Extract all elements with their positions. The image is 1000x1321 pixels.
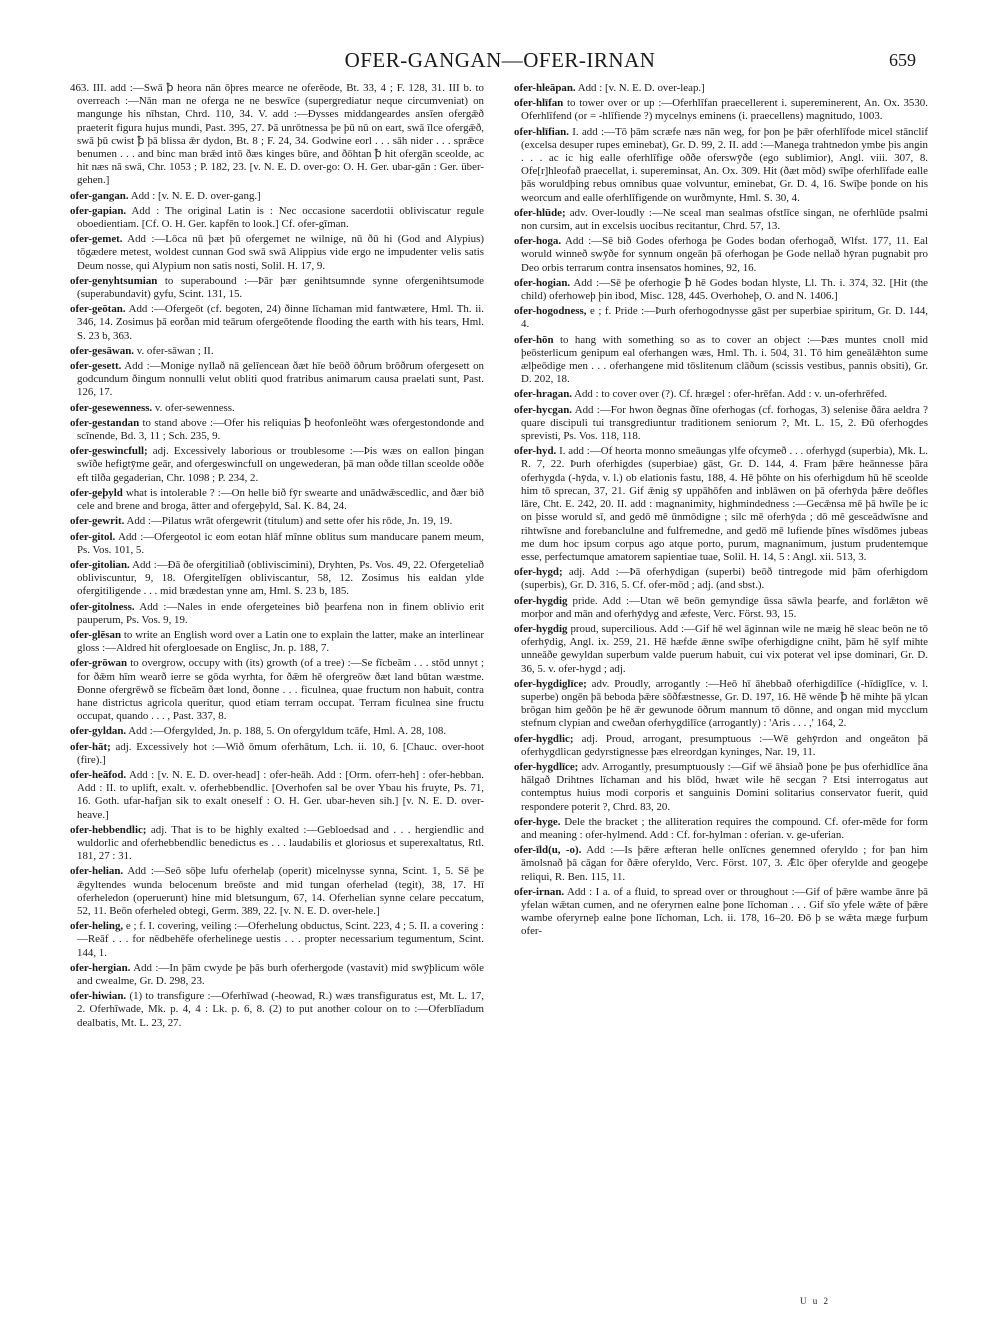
entry-text: Add : The original Latin is : Nec occasione sacerdotii obliviscatur regule oboedientiam. [Cf. O. H. Ger. kapfēn to look.] Cf. ofer-gīman.	[77, 204, 484, 231]
entry-headword: ofer-gesāwan.	[70, 344, 135, 357]
entry-text: Add : [v. N. E. D. over-leap.]	[577, 82, 705, 94]
entry-headword: ofer-gewrit.	[70, 515, 125, 528]
entry-text: adv. Over-loudly :—Ne sceal man sealmas ofstlīce singan, ne oferhlūde psalmi non cursim, aut in excelsis uocibus recitantur, Chrd. 57, 13.	[521, 206, 928, 233]
entry-text: v. ofer-sāwan ; II.	[136, 344, 214, 357]
entry-headword: ofer-heling,	[70, 920, 124, 933]
page-title: OFER-GANGAN—OFER-IRNAN	[344, 48, 656, 72]
entry-headword: ofer-glēsan	[70, 628, 122, 641]
dictionary-entry	[70, 82, 484, 188]
dictionary-entry	[70, 559, 484, 599]
entry-headword: ofer-genyhtsumian	[70, 274, 158, 287]
entry-text: what is intolerable ? :—On helle bið fȳr swearte and unādwǣscedlic, and ðær bið cele and brene and broga, ātter and ofergeþyld, Sal. K. 84, 24.	[77, 486, 484, 513]
dictionary-entry	[514, 566, 928, 592]
dictionary-entry	[514, 678, 928, 731]
entry-headword: ofer-īld(u, -o).	[514, 844, 582, 857]
entry-headword: ofer-hygdlīce;	[514, 760, 579, 773]
dictionary-entry	[514, 445, 928, 564]
signature-mark: U u 2	[800, 1296, 830, 1306]
entry-text: Add :—Sē þe oferhogie ꝥ hē Godes bodan hlyste, Ll. Th. i. 374, 32. [Hit (the child) oferhoweþ þin ibod, Misc. 128, 445. Overhoheþ, O. and N. 1406.]	[521, 276, 928, 303]
dictionary-entry	[514, 595, 928, 621]
dictionary-entry	[514, 844, 928, 884]
entry-text: adv. Proudly, arrogantly :—Heō hī āhebbað oferhigdilīce (-hīdiglīce, v. l. superbe) ongēn þā beboda þǣre sōðfæstnesse, Gr. D. 197, 16. Hē wēnde ꝥ hē mihte þā ylcan brōgan him geðōn þe hē ǣr gewunode ōðrum mannum tō dōnne, and ongan mid mycclum stefnum clypian and cweðan oferhygdilīce (arrogantly) : 'Aris . . . ,' 164, 2.	[521, 677, 928, 730]
entry-headword: ofer-hlīfan	[514, 97, 564, 110]
entry-text: Add :—Lōca nū þæt þū ofergemet ne wilnige, nū ðū hi (God and Alypius) tōgædere metest, woldest cunnan God swā swā Alippius vide ergo ne impudenter velis satis Deum nosse, qui Alypium non satis nosti, Solil. H. 17, 9.	[77, 233, 484, 272]
entry-headword: ofer-geōtan.	[70, 303, 126, 316]
dictionary-entry	[70, 275, 484, 301]
dictionary-entry	[70, 402, 484, 415]
dictionary-entry	[514, 207, 928, 233]
entry-text: Add :—Pilatus wrāt ofergewrit (titulum) and sette ofer his rōde, Jn. 19, 19.	[126, 515, 453, 528]
dictionary-entry	[70, 205, 484, 231]
entry-text: adj. Add :—Þā oferhȳdigan (superbi) beōð tintregode mid þām oferhigdom (superbis), Gr. D. 316, 5. Cf. ofer-mōd ; adj. (and sbst.).	[521, 566, 928, 592]
entry-headword: ofer-hergian.	[70, 961, 131, 974]
entry-text: adj. Excessively hot :—Wið ōmum oferhātum, Lch. ii. 10, 6. [Chauc. over-hoot (fire).]	[77, 740, 484, 766]
entry-headword: ofer-hycgan.	[514, 403, 572, 416]
dictionary-entry	[514, 388, 928, 401]
entry-text: Dele the bracket ; the alliteration requires the compound. Cf. ofer-mēde for form and meaning : ofer-hylmend. Add : Cf. for-hylman : oferian. v. ge-uferian.	[521, 815, 928, 841]
entry-headword: ofer-hlūde;	[514, 206, 566, 219]
entry-text: (1) to transfigure :—Oferhīwad (-heowad, R.) wæs transfiguratus est, Mt. L. 17, 2. Oferhīwade, Mk. p. 4, 4 : Lk. p. 6, 8. (2) to put another colour on to :—Oferblīadum dealbatis, Mt. L. 23, 27.	[77, 990, 484, 1029]
dictionary-entry	[70, 629, 484, 655]
entry-text: adv. Arrogantly, presumptuously :—Gif wē āhsiað þone þe þus oferhidlīce āna hālgað Drihtnes līchaman and his blōd, hwæt wile hē secgan ? Etsi interrogatus aut contemptus huius modi corporis et sanguinis Domini solitarius conservator fuerit, quid respondere poterit ?, Chrd. 83, 20.	[521, 760, 928, 813]
dictionary-entry	[70, 657, 484, 723]
dictionary-entry	[514, 305, 928, 331]
entry-text: to stand above :—Ofer his reliquias ꝥ heofonleōht wæs ofergestondonde and scīnende, Bd. 3, 11 ; Sch. 235, 9.	[77, 416, 484, 443]
dictionary-entry	[70, 741, 484, 767]
page-number: 659	[889, 50, 916, 70]
dictionary-entry	[70, 920, 484, 960]
entry-headword: ofer-gesewenness.	[70, 401, 153, 414]
entry-text: adj. Proud, arrogant, presumptuous :—Wē gehȳrdon and ongeāton þā oferhygdlican gedyrstignesse þæs elreordgan kyninges, Nar. 19, 11.	[521, 732, 928, 758]
dictionary-entry	[70, 233, 484, 273]
entry-text: Add :—Ofergylded, Jn. p. 188, 5. On ofergyldum tcāfe, Hml. A. 28, 108.	[128, 725, 447, 738]
entry-headword: ofer-gyldan.	[70, 725, 127, 738]
entry-headword: ofer-hāt;	[70, 740, 111, 753]
entry-headword: ofer-gitolian.	[70, 558, 130, 571]
dictionary-entry	[514, 277, 928, 303]
entry-text: e ; f. I. covering, veiling :—Oferhelung obductus, Scint. 223, 4 ; 5. II. a covering :—Reāf . . . for nēdbehēfe oferhelinege uestis . . . propter necessarium tegumentum, Scint. 144, 1.	[77, 920, 484, 959]
entry-headword: ofer-hyd.	[514, 445, 557, 458]
entry-headword: ofer-hygdig	[514, 622, 568, 635]
entry-text: Add :—Ðā ðe ofergitiliað (obliviscimini), Dryhten, Ps. Vos. 49, 22. Ofergeteliað obliviscuntur, 9, 18. Ofergitelīgen obliviscantur, 58, 12. Zosimus his ealdan ylde ofergitiligende . . . mid brædestan ynne am, Hml. S. 23 b, 185.	[77, 558, 484, 598]
entry-text: e ; f. Pride :—Þurh oferhogodnysse gāst per superbiae spiritum, Gr. D. 144, 4.	[521, 305, 928, 331]
entry-headword: ofer-hygd;	[514, 566, 563, 579]
entry-headword: ofer-grōwan	[70, 657, 128, 670]
entry-headword: ofer-hyge.	[514, 815, 561, 828]
dictionary-entry	[70, 725, 484, 738]
entry-text: to overgrow, occupy with (its) growth (of a tree) :—Se fīcbeām . . . stōd unnyt ; for ðǣm hīm wearð ierre se gōda wyrhta, for ðǣm hē ofergreōw ðæt land būtan wæstme. Ðonne ofergrēwð se fīcbeām ðæt lond, ðonne . . . ficulnea, quae fructum non habuit, contra hane districtus agricola queritur, quod etiam terram occupat. Terram ficulnea sine fructu occupat, quando . . . , Past. 337, 8.	[77, 657, 484, 723]
dictionary-entry	[70, 769, 484, 822]
entry-text: proud, supercilious. Add :—Gif hē wel āginnan wile ne mæig hē sleac beōn ne tō oferhȳdig, Angl. ix. 259, 21. Hē hæfde ǣnne swīþe oferhigdigne cniht, þām hē sylf mihte unneāðe gewyldan superbum valde puerum habuit, cui vix poterat vel ipse dominari, Gr. D. 36, 5. v. ofer-hygd ; adj.	[521, 622, 928, 675]
dictionary-entry	[70, 487, 484, 513]
dictionary-entry	[70, 824, 484, 864]
dictionary-entry	[70, 531, 484, 557]
entry-headword: ofer-gestandan	[70, 416, 140, 429]
dictionary-entry	[70, 962, 484, 988]
entry-headword: ofer-hygdiglīce;	[514, 677, 587, 690]
entry-text: adj. Excessively laborious or troublesome :—Þis wæs on eallon þingan swīðe hefigtȳme geār, and ofergeswincfull on ungewederan, þā man oðde tillan sceolde oððe eft tilða gegaderian, Chr. 1098 ; P. 234, 2.	[77, 445, 484, 484]
dictionary-entry	[514, 404, 928, 444]
entry-text: Add :—Ofergeotol ic eom eotan hlāf mīnne oblitus sum manducare panem meum, Ps. Vos. 101, 5.	[77, 530, 484, 556]
running-header	[0, 44, 1000, 74]
entry-text: Add :—Nales in ende ofergeteines bið þearfena non in finem oblivio erit pauperum, Ps. Vos. 9, 19.	[77, 600, 484, 626]
entry-text: Add :—Sē bið Godes oferhoga þe Godes bodan oferhogað, Wlfst. 177, 11. Eal woruld winneð swȳðe for synnum ongeān þā oferhogan þe Gode nellað hȳran pugnabit pro Deo orbis terrarum contra insensatos homines, 92, 16.	[521, 235, 928, 274]
dictionary-entry	[514, 733, 928, 759]
dictionary-entry	[514, 126, 928, 205]
dictionary-entry	[70, 360, 484, 400]
entry-headword: ofer-gesett.	[70, 360, 122, 373]
entry-headword: ofer-gemet.	[70, 233, 123, 246]
dictionary-entry	[70, 445, 484, 485]
dictionary-entry	[514, 761, 928, 814]
dictionary-entry	[70, 190, 484, 203]
entry-text: adj. That is to be highly exalted :—Gebloedsad and . . . hergiendlic and wuldorlic and oferhebbendlic benedictus es . . . laudabilis et gloriosus et superexaltatus, Rtl. 181, 27 : 31.	[77, 823, 484, 863]
entry-text: Add : to cover over (?). Cf. hrægel : ofer-hrēfan. Add : v. un-oferhrēfed.	[574, 388, 888, 401]
entry-headword: ofer-hogodness,	[514, 305, 587, 318]
entry-headword: ofer-gitolness.	[70, 600, 135, 613]
entry-text: to hang with something so as to cover an object :—Þæs muntes cnoll mid þeōsterlicum genipum eal oferhangen wæs, Hml. Th. i. 504, 31. Tō him geneālǣhton sume ælþeōdige men . . . oferhangene mid tōslitenum clāðum (scissis vestibus, pannis obsiti), Gr. D. 202, 18.	[521, 333, 928, 386]
entry-headword: ofer-geþyld	[70, 486, 123, 499]
entry-headword: ofer-hebbendlic;	[70, 823, 147, 836]
entry-headword: ofer-helian.	[70, 865, 124, 878]
right-column	[514, 82, 928, 1300]
dictionary-entry	[514, 886, 928, 939]
dictionary-entry	[514, 82, 928, 95]
dictionary-entry	[70, 990, 484, 1030]
dictionary-entry	[514, 235, 928, 275]
dictionary-entry	[514, 623, 928, 676]
entry-text: Add :—Seō sōþe lufu oferhelaþ (operit) micelnysse synna, Scint. 1, 5. Sē þe ǣgyltendes wunda belocenum breōste and mid tungan oferhelad (tegit), 38, 17. Hī oferheledon (operuerunt) hine mid bletsungum, 67, 14. Oferhelian synne celare peccatum, 52, 11. Beōn oferheled obtegi, Germ. 389, 22. [v. N. E. D. over-hele.]	[77, 865, 484, 917]
entry-text: v. ofer-sewenness.	[154, 401, 235, 414]
dictionary-entry	[70, 345, 484, 358]
entry-text: Add : I a. of a fluid, to spread over or throughout :—Gif of þǣre wambe ānre þā yfelan wǣtan cumen, and ne oferyrnen ealne þone līchoman . . . Gif sīo yfele wǣte of þǣre wambe oferyrneþ ealne þone līchoman, Lch. ii. 178, 16–20. Ðō þ se wǣta mæge furþum ofer-	[521, 885, 928, 938]
entry-text: pride. Add :—Utan wē beōn gemyndige ūssa sāwla þearfe, and forlǣton wē morþor and mān and oferhȳdyg and æfeste, Verc. Först. 93, 15.	[521, 594, 928, 620]
entry-text: to tower over or up :—Oferhlīfan praecellerent i. supereminerent, An. Ox. 3530. Oferhlīfend (or = -hlīfiende ?) mycelnys eminens (i. praecellens) magnitudo, 1003.	[521, 97, 928, 123]
entry-text: Add :—Ofergeōt (cf. begoten, 24) ðinne līchaman mid fantwætere, Hml. Th. ii. 346, 14. Zosimus þā eorðan mid teārum ofergeōtende flooding the earth with his tears, Hml. S. 23 b, 363.	[77, 303, 484, 342]
entry-headword: ofer-hōn	[514, 333, 554, 346]
dictionary-entry	[70, 303, 484, 343]
entry-headword: ofer-geswincfull;	[70, 445, 148, 458]
entry-headword: ofer-hleāpan.	[514, 82, 576, 94]
entry-text: Add :—Monige nyllað nā gelīencean ðæt hīe beōð ōðrum brōðrum ofergesett on godcundum ðingum nonnulli velut obliti quod fratribus animarum causa praelati sunt, Past. 126, 17.	[77, 360, 484, 399]
entry-headword: ofer-hlīfian.	[514, 125, 569, 138]
entry-headword: ofer-heāfod.	[70, 768, 127, 781]
entry-headword: ofer-hygdlic;	[514, 732, 574, 745]
entry-text: 463. III. add :—Swā ꝥ heora nān ōþres mearce ne oferēode, Bt. 33, 4 ; F. 128, 31. III b. to overreach :—Nān man ne oferga ne ne beswīce (supergrediatur neque circumveniat) on mangunge his nīhstan, Chrd. 110, 34. V. add :—Ðysses middangeardes ansīen ofergǣð praeterit figura hujus mundi, Past. 395, 27. Þā unrōtnessa þe þū nū on eart, swā īlce ofergǣð, swā þū cwist ꝥ þā blissa ǣr dydon, Bt. 8 ; F. 24, 34. Godwine eorl . . . sāh nider . . . sprǣce benumen . . . and binc man brǣd intō ðæs kinges būre, and ðōhtan ꝥ hit ofergān sceolde, ac hit næs nā swā, Chr. 1053 ; P. 182, 23. [v. N. E. D. over-go: O. H. Ger. ubar-gān : Ger. über-gehen.]	[70, 82, 484, 187]
entry-headword: ofer-gitol.	[70, 530, 116, 543]
entry-text: Add : [v. N. E. D. over-head] : ofer-heāh. Add : [Orm. oferr-heh] : ofer-hebban. Add : II. to uplift, exalt. v. oferhebbendlic. [Overhofen sal be over Ybau his fruyte, Ps. 71, 16. Goth. ufar-hafjan sik to exalt oneself : O. H. Ger. ubar-heven sih.] [v. N. E. D. over-heave.]	[77, 768, 484, 821]
entry-headword: ofer-hragan.	[514, 388, 572, 401]
entry-text: Add :—For hwon ðegnas ðīne oferhogas (cf. forhogas, 3) selenise ðāra aeldra ? quare discipuli tui transgrediuntur traditionem seniorum ?, Mt. L. 15, 2. Ðū oferhogdes sprevisti, Ps. Vos. 118, 118.	[521, 403, 928, 443]
entry-text: to superabound :—Þār þær genihtsumnde synne ofergenihtsumode (superabundavit) gyfu, Scint. 131, 15.	[77, 274, 484, 301]
entry-text: Add : [v. N. E. D. over-gang.]	[130, 189, 261, 202]
dictionary-entry	[70, 515, 484, 528]
entry-headword: ofer-gangan.	[70, 189, 129, 202]
entry-text: I. add :—Tō þām scræfe næs nān weg, for þon þe þǣr oferhlīfode micel stānclif (excelsa desuper rupes eminebat), Gr. D. 99, 2. II. add :—Manega trahtnedon ymbe þis angin . . . ac ic hig ealle oferhlīfige oððe oferswȳðe (ego sublimior), Angl. viii. 307, 8. Ofe[r]hleofað praecellat, i. supereminsat, An. Ox. 309. Hit (ðæt mōd) swīþe oferhlīfade ealle þās woruldþing rebus omnibus quae volvuntur, eminebat, Gr. D. 4, 16. Swīþe þonde on his weorcum and ealle oferhlīfigende on wurðmynte, Hml. S. 30, 4.	[521, 125, 928, 204]
entry-headword: ofer-irnan.	[514, 885, 565, 898]
entry-text: I. add :—Of heorta monno smeāungas ylfe ofcymeð . . . oferhygd (superbia), Mk. L. R. 7, 22. Þurh oferhigdes (superbiae) gāst, Gr. D. 144, 4. Fram þǣre heānnesse þāra oferhygda (-hȳda, v. l.) ob elationis fastu, 188, 4. Hē þōhte on his oferhigdum hū hē sceolde him tō sprecan, 37, 21. Gif ǣnig sȳ uppāhōfen and inblāwen on þā oferhȳda þǣre deōfles lāre, Cht. E. 242, 20. II. add : magnanimity, highmindedness :—Gecǣnsa mē þā hwīle þe ic on þisse woruld sī, and gedō mē ūnmōdigne ; silc mē oferhȳda ; dō mē gesceādwīsne and rihtwīsne and forebanclulne and fulfremedne, and gedō mē lufiende þīnes wīsdōmes jubeas me dum hoc ipsum corpus ago atque porto, purum, magnanimum, justum prudentemque esse, perfectumque amatorem sapientiae tuae, Solil. H. 14, 5 : Angl. xii. 513, 3.	[521, 445, 928, 563]
entry-headword: ofer-gapian.	[70, 204, 127, 217]
entry-headword: ofer-hiwian.	[70, 990, 127, 1003]
dictionary-entry	[70, 417, 484, 443]
entry-text: to write an English word over a Latin one to explain the latter, make an interlinear gloss :—Aldred hit ofergloesade on Englisc, Jn. p. 188, 7.	[77, 628, 484, 655]
entry-headword: ofer-hogian.	[514, 276, 571, 289]
entry-text: Add :—Is þǣre æfteran helle onlīcnes genemned oferyldo ; for þan him āmolsnað þā cāgan for ðǣre oferyldo, Verc. Först. 107, 3. Ǣlc ōþer oferylde and geogeþe reliqui, R. Ben. 115, 11.	[521, 844, 928, 883]
dictionary-entry	[514, 334, 928, 387]
left-column	[70, 82, 484, 1300]
entry-text: Add :—In þām cwyde þe þās burh oferhergode (vastavit) mid swȳþlicum wōle and cwealme, Gr. D. 298, 23.	[77, 961, 484, 987]
entry-headword: ofer-hygdig	[514, 594, 568, 607]
dictionary-entry	[514, 97, 928, 123]
dictionary-entry	[70, 865, 484, 918]
entry-headword: ofer-hoga.	[514, 235, 562, 248]
dictionary-entry	[70, 601, 484, 627]
dictionary-entry	[514, 816, 928, 842]
